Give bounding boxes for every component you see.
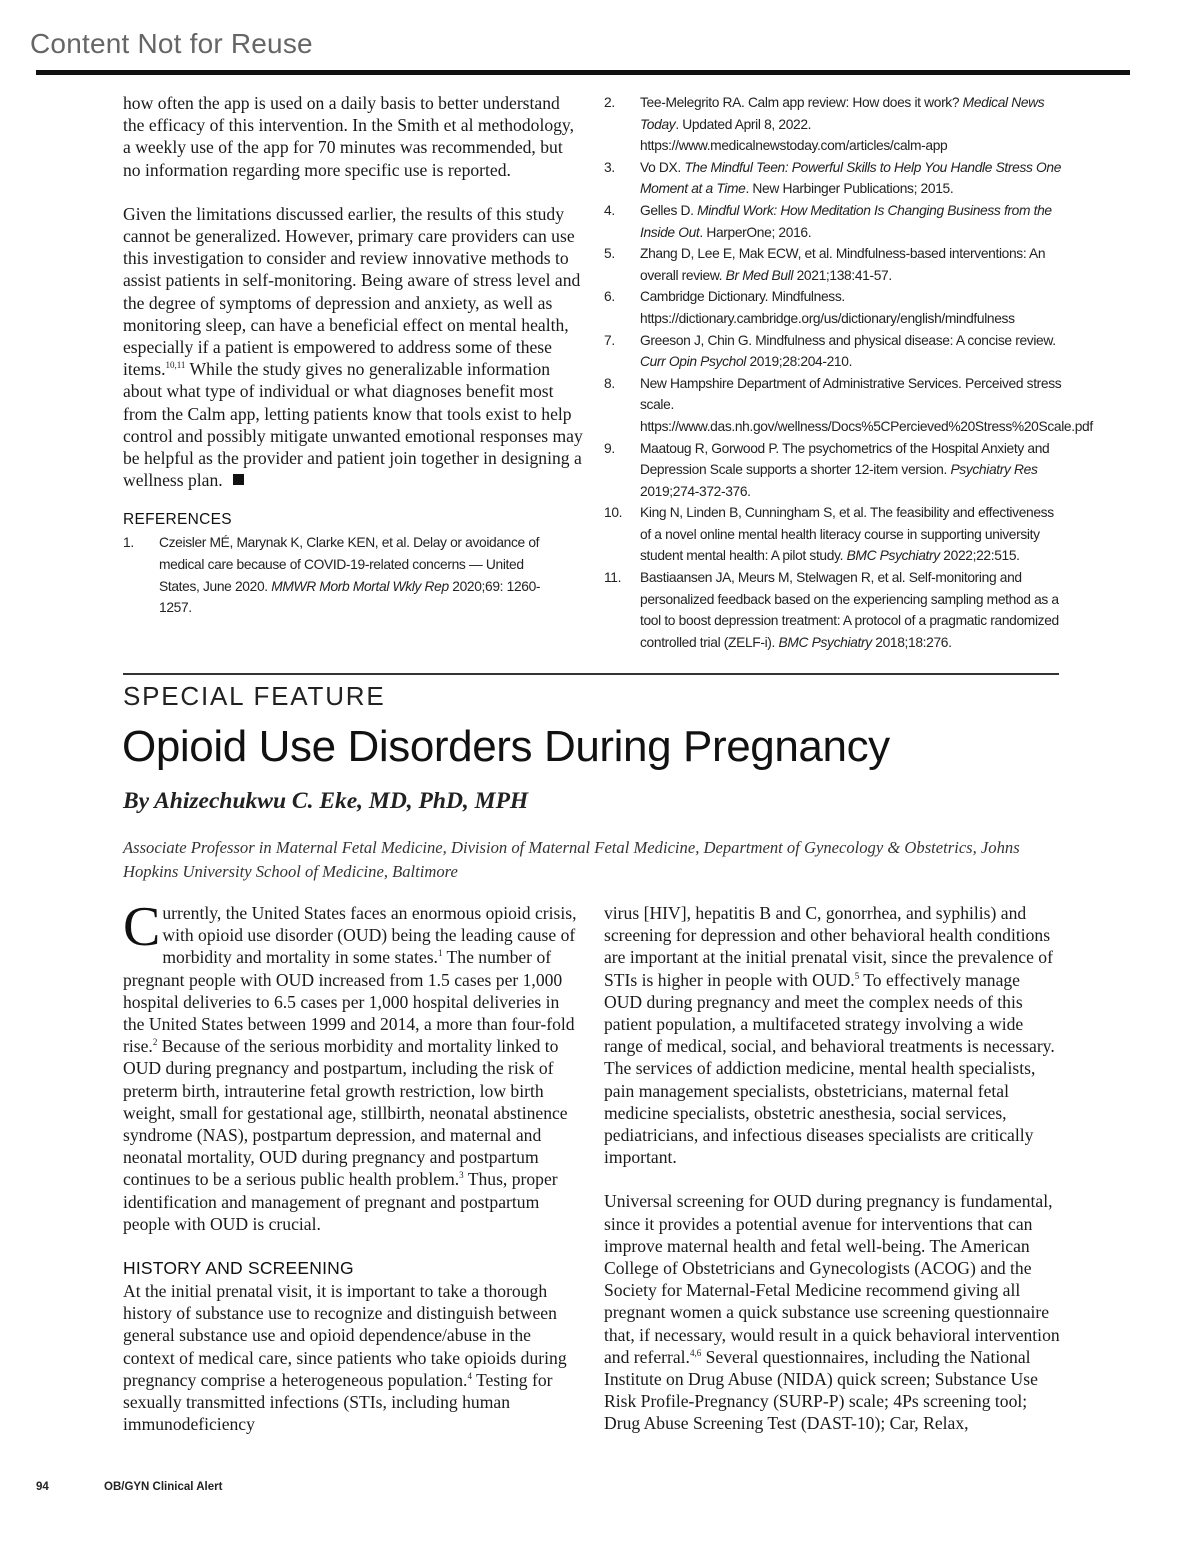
- page-number: 94: [36, 1481, 49, 1493]
- reference-item: 3. Vo DX. The Mindful Teen: Powerful Skills to Help You Handle Stress One Moment at a Time. New Harbinger Publications; 2015.: [604, 159, 1062, 197]
- author-affiliation: Associate Professor in Maternal Fetal Medicine, Division of Maternal Fetal Medicine, Department of Gynecology & Obstetrics, Johns Hopkins University School of Medicine, Baltimore: [123, 838, 1020, 881]
- screening-paragraph: virus [HIV], hepatitis B and C, gonorrhea, and syphilis) and screening for depression and other behavioral health conditions are important at the initial prenatal visit, since the prevalence of STIs is higher in people with OUD.$^5$ To effectively manage OUD during pregnancy and meet the complex needs of this patient population, a multifaceted strategy involving a wide range of medical, social, and behavioral treatments is necessary. The services of addiction medicine, mental health specialists, pain management specialists, obstetricians, maternal fetal medicine specialists, obstetric anesthesia, social services, pediatricians, and infectious diseases specialists are critically important.: [604, 903, 1055, 1168]
- section-divider: [123, 673, 1059, 675]
- history-paragraph: At the initial prenatal visit, it is important to take a thorough history of substance use to recognize and distinguish between general substance use and opioid dependence/abuse in the context of medical care, since patients who take opioids during pregnancy comprise a heterogeneous population.$^4$ Testing for sexually transmitted infections (STIs, including human immunodeficiency: [123, 1281, 567, 1435]
- references-list-left: [123, 532, 583, 618]
- upper-right-column: [604, 92, 1093, 653]
- upper-left-column: [123, 92, 583, 619]
- watermark: Content Not for Reuse: [30, 28, 313, 59]
- article-right-column: [604, 902, 1062, 1435]
- reference-item: 2. Tee-Melegrito RA. Calm app review: How does it work? Medical News Today. Updated April 8, 2022. https://www.medicalnewstoday.com/articles/calm-app: [604, 95, 1045, 154]
- reference-item: 4. Gelles D. Mindful Work: How Meditation Is Changing Business from the Inside Out. HarperOne; 2016.: [604, 202, 1052, 240]
- article-title: Opioid Use Disorders During Pregnancy: [122, 722, 890, 771]
- end-of-article-mark: [233, 474, 244, 485]
- references-heading: REFERENCES: [123, 511, 232, 529]
- reference-item: 10. King N, Linden B, Cunningham S, et al. The feasibility and effectiveness of a novel online mental health literacy course in supporting university student mental health: A pilot study. BMC Psychiatry 2022;22:515.: [604, 505, 1054, 564]
- article-left-column: [123, 896, 579, 1435]
- universal-screening-paragraph: Universal screening for OUD during pregnancy is fundamental, since it provides a potential avenue for interventions that can improve maternal health and fetal well-being. The American College of Obstetricians and Gynecologists (ACOG) and the Society for Maternal-Fetal Medicine recommend giving all pregnant women a quick substance use screening questionnaire that, if necessary, would result in a quick behavioral intervention and referral.$^{4,6}$ Several questionnaires, including the National Institute on Drug Abuse (NIDA) quick screen; Substance Use Risk Profile-Pregnancy (SURP-P) scale; 4Ps screening tool; Drug Abuse Screening Test (DAST-10); Car, Relax,: [604, 1191, 1060, 1434]
- conclusion-text: [123, 92, 583, 491]
- reference-item: 7. Greeson J, Chin G. Mindfulness and physical disease: A concise review. Curr Opin Psychol 2019;28:204-210.: [604, 332, 1056, 370]
- article-intro-paragraph: Currently, the United States faces an enormous opioid crisis, with opioid use disorder (OUD) being the leading cause of morbidity and mortality in some states.$^1$ The number of pregnant people with OUD increased from 1.5 cases per 1,000 hospital deliveries to 6.5 cases per 1,000 hospital deliveries in the United States between 1999 and 2014, a more than four-fold rise.$^2$ Because of the serious morbidity and mortality linked to OUD during pregnancy and postpartum, including the risk of preterm birth, intrauterine fetal growth restriction, low birth weight, small for gestational age, stillbirth, neonatal abstinence syndrome (NAS), postpartum depression, and maternal and neonatal mortality, OUD during pregnancy and postpartum continues to be a serious public health problem.$^3$ Thus, proper identification and management of pregnant and postpartum people with OUD is crucial.: [123, 896, 577, 1234]
- author-byline: By Ahizechukwu C. Eke, MD, PhD, MPH: [123, 788, 529, 814]
- conclusion-paragraph-2: Given the limitations discussed earlier, the results of this study cannot be generalized. However, primary care providers can use this investigation to consider and review innovative methods to assist patients in self-monitoring. Being aware of stress level and the degree of symptoms of depression and anxiety, as well as monitoring sleep, can have a beneficial effect on mental health, especially if a patient is empowered to address some of these items.$^{10,11}$ While the study gives no generalizable information about what type of individual or what diagnoses benefit most from the Calm app, letting patients know that tools exist to help control and possibly mitigate unwanted emotional responses may be helpful as the provider and patient join together in designing a wellness plan.: [123, 203, 583, 491]
- section-heading: HISTORY AND SCREENING: [123, 1258, 354, 1279]
- section-label: SPECIAL FEATURE: [123, 681, 386, 711]
- publication-name: OB/GYN Clinical Alert: [104, 1481, 223, 1493]
- reference-item: 5. Zhang D, Lee E, Mak ECW, et al. Mindfulness-based interventions: An overall review. Br Med Bull 2021;138:41-57.: [604, 246, 1046, 283]
- references-list-right: [604, 92, 1093, 653]
- top-rule: [36, 70, 1130, 75]
- drop-cap: C: [123, 896, 161, 958]
- reference-item: 8. New Hampshire Department of Administrative Services. Perceived stress scale. https://www.das.nh.gov/wellness/Docs%5CPercieved%20Stress%20Scale.pdf: [604, 375, 1093, 434]
- reference-item: 1. Czeisler MÉ, Marynak K, Clarke KEN, et al. Delay or avoidance of medical care because of COVID-19-related concerns — United States, June 2020. MMWR Morb Mortal Wkly Rep 2020;69: 1260-1257.: [123, 535, 541, 616]
- reference-item: 9. Maatoug R, Gorwood P. The psychometrics of the Hospital Anxiety and Depression Scale supports a shorter 12-item version. Psychiatry Res 2019;274-372-376.: [604, 440, 1050, 499]
- reference-item: 6. Cambridge Dictionary. Mindfulness. https://dictionary.cambridge.org/us/dictionary/english/mindfulness: [604, 289, 1015, 326]
- conclusion-paragraph-1: how often the app is used on a daily basis to better understand the efficacy of this intervention. In the Smith et al methodology, a weekly use of the app for 70 minutes was recommended, but no information regarding more specific use is reported.: [123, 93, 574, 180]
- reference-item: 11. Bastiaansen JA, Meurs M, Stelwagen R, et al. Self-monitoring and personalized feedback based on the experiencing sampling method as a tool to boost depression treatment: A protocol of a pragmatic randomized controlled trial (ZELF-i). BMC Psychiatry 2018;18:276.: [604, 570, 1059, 650]
